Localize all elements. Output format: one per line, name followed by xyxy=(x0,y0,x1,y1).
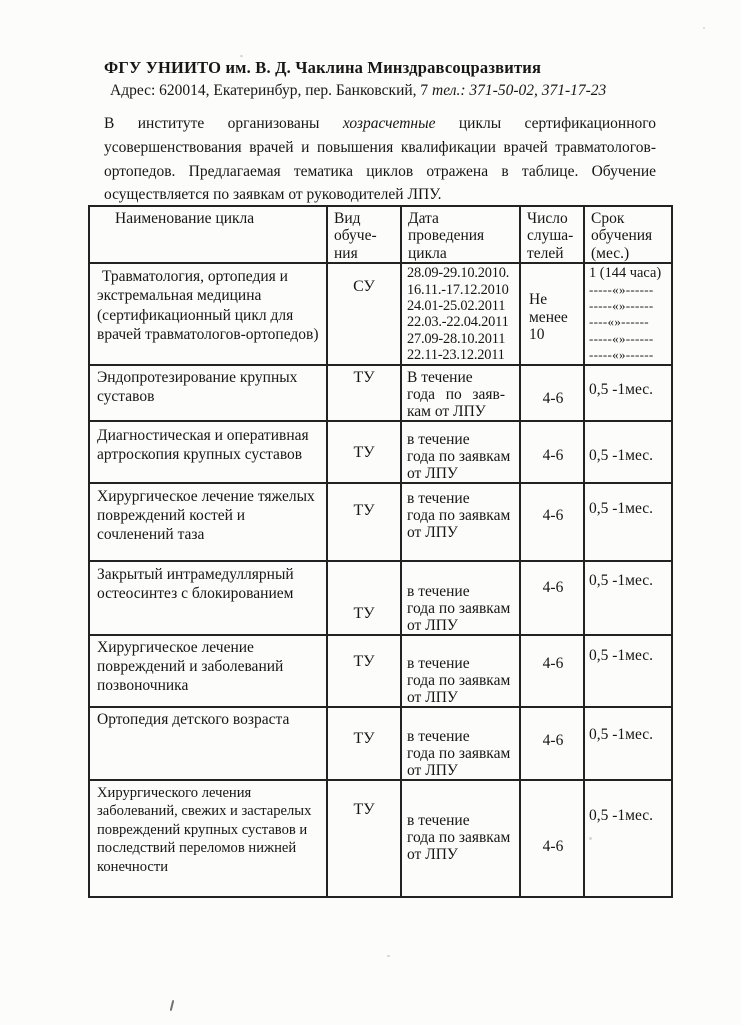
address-line xyxy=(110,82,710,100)
col-header-date: Дата проведения цикла xyxy=(401,206,520,263)
table-row xyxy=(89,780,672,897)
date-cell: В течение года по заяв- кам от ЛПУ xyxy=(401,365,520,421)
duration-cell: 0,5 -1мес. xyxy=(584,780,672,897)
students-cell: 4-6 xyxy=(520,483,584,561)
intro-paragraph xyxy=(104,112,656,207)
training-type-cell: ТУ xyxy=(327,483,401,561)
scan-speck xyxy=(387,955,390,957)
students-cell: 4-6 xyxy=(520,635,584,707)
training-type-cell: СУ xyxy=(327,263,401,364)
table-row xyxy=(89,483,672,561)
duration-cell: 0,5 -1мес. xyxy=(584,483,672,561)
address-phone-text: тел.: 371-50-02, 371-17-23 xyxy=(432,82,607,99)
date-cell: 28.09-29.10.2010. 16.11.-17.12.2010 24.01-25.02.2011 22.03.-22.04.2011 27.09-28.10.2011 22.11-23.12.2011 xyxy=(401,263,520,364)
scan-speck xyxy=(240,55,243,57)
col-header-cycle-name: Наименование цикла xyxy=(89,206,327,263)
duration-cell: 0,5 -1мес. xyxy=(584,421,672,483)
col-header-students: Число слуша- телей xyxy=(520,206,584,263)
training-cycles-table xyxy=(88,205,673,898)
duration-cell: 0,5 -1мес. xyxy=(584,561,672,635)
page-title: ФГУ УНИИТО им. В. Д. Чаклина Минздравсоцразвития xyxy=(104,58,542,77)
students-cell: 4-6 xyxy=(520,365,584,421)
scan-speck xyxy=(589,837,592,840)
table-header-row xyxy=(89,206,672,263)
date-cell: в течение года по заявкам от ЛПУ xyxy=(401,780,520,897)
table-row xyxy=(89,263,672,364)
cycle-name-cell: Эндопротезирование крупных суставов xyxy=(89,365,327,421)
cycle-name-cell: Травматология, ортопедия и экстремальная медицина (сертификационный цикл для врачей травматологов-ортопедов) xyxy=(89,263,327,364)
table-row xyxy=(89,365,672,421)
training-type-cell: ТУ xyxy=(327,780,401,897)
date-cell: в течение года по заявкам от ЛПУ xyxy=(401,483,520,561)
address-text: Адрес: 620014, Екатеринбур, пер. Банковский, 7 xyxy=(110,82,433,99)
intro-text-after: циклы сертификационного усовершенствования врачей и повышения квалификации врачей травматологов-ортопедов. Предлагаемая тематика циклов отражена в таблице. Обучение осуществляется по заявкам от руководителей ЛПУ. xyxy=(104,115,656,204)
table-row xyxy=(89,421,672,483)
date-cell: в течение года по заявкам от ЛПУ xyxy=(401,707,520,780)
table-row xyxy=(89,707,672,780)
table-row xyxy=(89,561,672,635)
cycle-name-cell: Ортопедия детского возраста xyxy=(89,707,327,780)
date-cell: в течение года по заявкам от ЛПУ xyxy=(401,421,520,483)
students-cell: 4-6 xyxy=(520,561,584,635)
col-header-training-type: Вид обуче- ния xyxy=(327,206,401,263)
students-cell: 4-6 xyxy=(520,780,584,897)
table-row xyxy=(89,635,672,707)
students-cell: Не менее 10 xyxy=(520,263,584,364)
duration-cell: 0,5 -1мес. xyxy=(584,635,672,707)
training-type-cell: ТУ xyxy=(327,365,401,421)
cycle-name-cell: Закрытый интрамедуллярный остеосинтез с блокированием xyxy=(89,561,327,635)
intro-text-before: В институте организованы xyxy=(104,115,343,132)
training-type-cell: ТУ xyxy=(327,635,401,707)
date-cell: в течение года по заявкам от ЛПУ xyxy=(401,561,520,635)
cycle-name-cell: Хирургическое лечение тяжелых повреждений костей и сочленений таза xyxy=(89,483,327,561)
date-cell: в течение года по заявкам от ЛПУ xyxy=(401,635,520,707)
duration-cell: 0,5 -1мес. xyxy=(584,707,672,780)
intro-italic-word: хозрасчетные xyxy=(342,115,436,132)
students-cell: 4-6 xyxy=(520,421,584,483)
duration-cell: 0,5 -1мес. xyxy=(584,365,672,421)
pen-mark xyxy=(170,1000,175,1011)
col-header-duration: Срок обучения (мес.) xyxy=(584,206,672,263)
training-type-cell: ТУ xyxy=(327,421,401,483)
cycle-name-cell: Диагностическая и оперативная артроскопия крупных суставов xyxy=(89,421,327,483)
scan-speck xyxy=(703,27,705,29)
cycle-name-cell: Хирургического лечения заболеваний, свежих и застарелых повреждений крупных суставов и последствий переломов нижней конечности xyxy=(89,780,327,897)
duration-cell: 1 (144 часа) -----«»------ -----«»------ ----«»------ -----«»------ -----«»------ xyxy=(584,263,672,364)
training-type-cell: ТУ xyxy=(327,561,401,635)
cycle-name-cell: Хирургическое лечение повреждений и заболеваний позвоночника xyxy=(89,635,327,707)
students-cell: 4-6 xyxy=(520,707,584,780)
training-type-cell: ТУ xyxy=(327,707,401,780)
